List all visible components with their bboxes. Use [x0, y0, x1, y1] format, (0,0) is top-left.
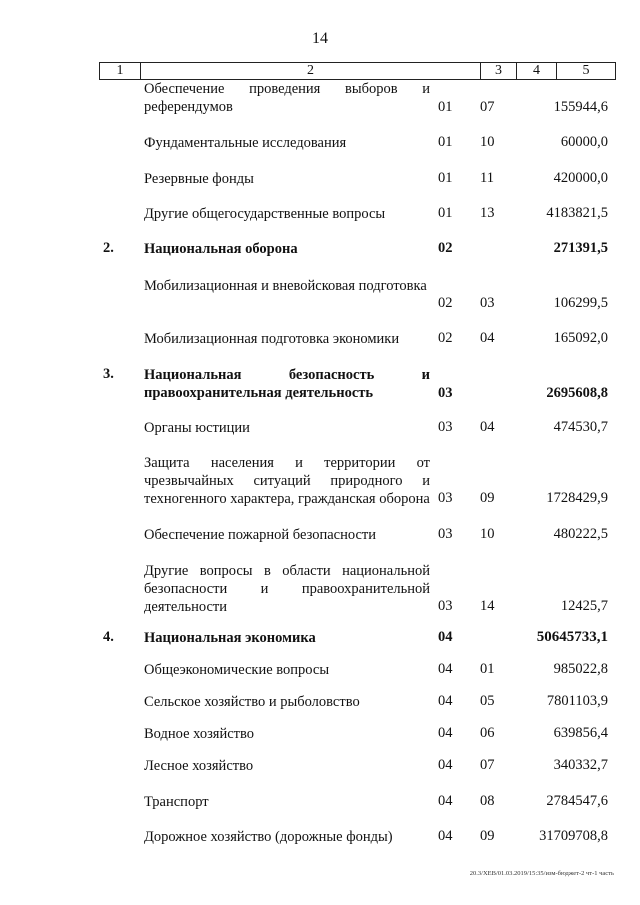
row-section: 04 [438, 629, 453, 645]
row-section: 03 [438, 598, 453, 614]
row-section: 04 [438, 793, 453, 809]
row-name: Фундаментальные исследования [144, 135, 347, 151]
row-section: 01 [438, 99, 453, 115]
row-section: 01 [438, 205, 453, 221]
row-subsection: 04 [480, 330, 495, 346]
header-col-1: 1 [100, 63, 141, 79]
row-amount: 50645733,1 [536, 629, 608, 645]
row-name: Резервные фонды [144, 171, 254, 187]
row-name: Обеспечение пожарной безопасности [144, 527, 377, 543]
header-col-3: 3 [481, 63, 517, 79]
row-subsection: 06 [480, 725, 495, 741]
row-amount: 155944,6 [553, 99, 608, 115]
header-col-5: 5 [582, 63, 590, 78]
row-section: 03 [438, 385, 453, 401]
row-amount: 4183821,5 [546, 205, 608, 221]
row-subsection: 03 [480, 295, 495, 311]
row-amount: 271391,5 [553, 240, 608, 256]
row-name: Лесное хозяйство [144, 758, 254, 774]
row-name: Общеэкономические вопросы [144, 662, 330, 678]
row-name: Мобилизационная подготовка экономики [144, 331, 400, 347]
row-name: Другие вопросы в области национальной безопасности и правоохранительной деятельности [144, 563, 430, 615]
row-name: Водное хозяйство [144, 726, 255, 742]
row-name: Обеспечение проведения выборов и референдумов [144, 81, 430, 115]
row-section: 03 [438, 490, 453, 506]
row-subsection: 11 [480, 170, 494, 186]
row-name: Сельское хозяйство и рыболовство [144, 694, 360, 710]
row-subsection: 10 [480, 526, 495, 542]
table-header [99, 62, 616, 80]
row-section: 02 [438, 240, 453, 256]
row-subsection: 08 [480, 793, 495, 809]
row-subsection: 07 [480, 757, 495, 773]
row-section: 03 [438, 419, 453, 435]
row-subsection: 10 [480, 134, 495, 150]
row-amount: 7801103,9 [546, 693, 608, 709]
row-subsection: 14 [480, 598, 495, 614]
row-amount: 12425,7 [560, 598, 608, 614]
row-name: Мобилизационная и вневойсковая подготовка [144, 278, 427, 294]
row-number: 4. [103, 629, 114, 645]
row-subsection: 09 [480, 828, 495, 844]
row-number: 2. [103, 240, 114, 256]
row-subsection: 07 [480, 99, 495, 115]
row-name: Национальная экономика [144, 630, 316, 646]
row-name: Защита населения и территории от чрезвычайных ситуаций природного и техногенного характера, гражданская оборона [144, 455, 430, 507]
row-amount: 165092,0 [553, 330, 608, 346]
row-section: 02 [438, 295, 453, 311]
row-name: Органы юстиции [144, 420, 250, 436]
row-subsection: 09 [480, 490, 495, 506]
row-subsection: 05 [480, 693, 495, 709]
row-amount: 2784547,6 [546, 793, 608, 809]
header-col-4: 4 [517, 63, 557, 79]
row-subsection: 01 [480, 661, 495, 677]
header-col-2: 2 [141, 63, 481, 79]
row-name: Транспорт [144, 794, 209, 810]
row-amount: 639856,4 [553, 725, 608, 741]
row-name: Национальная безопасность и правоохранительная деятельность [144, 367, 430, 401]
row-amount: 1728429,9 [546, 490, 608, 506]
row-amount: 60000,0 [560, 134, 608, 150]
row-number: 3. [103, 366, 114, 382]
row-amount: 474530,7 [553, 419, 608, 435]
row-section: 01 [438, 170, 453, 186]
row-subsection: 13 [480, 205, 495, 221]
row-name: Другие общегосударственные вопросы [144, 206, 386, 222]
row-amount: 420000,0 [553, 170, 608, 186]
row-amount: 340332,7 [553, 757, 608, 773]
row-amount: 31709708,8 [539, 828, 608, 844]
row-amount: 106299,5 [553, 295, 608, 311]
row-section: 03 [438, 526, 453, 542]
document-footer-stamp: 20.3/ХЕВ/01.03.2019/15:35/изм-бюджет-2 чт-1 часть [469, 870, 614, 877]
row-amount: 480222,5 [553, 526, 608, 542]
page-number: 14 [312, 30, 328, 47]
row-section: 04 [438, 661, 453, 677]
row-section: 04 [438, 757, 453, 773]
row-amount: 2695608,8 [546, 385, 608, 401]
row-section: 01 [438, 134, 453, 150]
row-section: 04 [438, 693, 453, 709]
row-amount: 985022,8 [553, 661, 608, 677]
row-name: Дорожное хозяйство (дорожные фонды) [144, 829, 393, 845]
row-section: 04 [438, 725, 453, 741]
row-section: 02 [438, 330, 453, 346]
row-name: Национальная оборона [144, 241, 298, 257]
row-section: 04 [438, 828, 453, 844]
row-subsection: 04 [480, 419, 495, 435]
